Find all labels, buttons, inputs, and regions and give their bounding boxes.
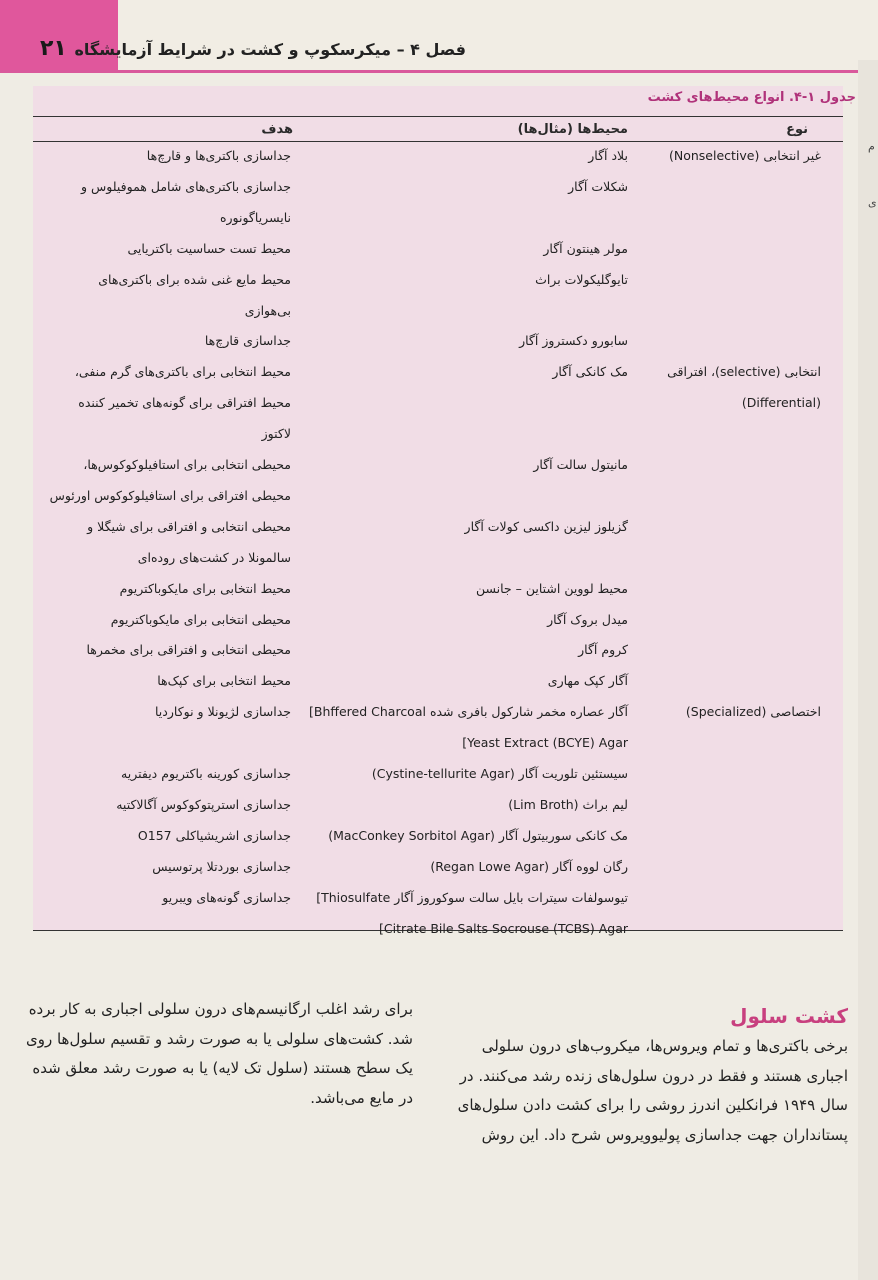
table-cell-media: آگار کپک مهاری <box>547 673 628 689</box>
table-cell-media: کروم آگار <box>578 642 628 658</box>
table-cell-type: اختصاصی (Specialized) <box>685 704 821 720</box>
table-cell-purpose: جداسازی لژیونلا و نوکاردیا <box>155 704 291 720</box>
table-cell-media: بلاد آگار <box>588 148 628 163</box>
table-cell-purpose: لاکتوز <box>261 426 291 442</box>
table-cell-purpose: محیط انتخابی برای باکتری‌های گرم منفی، <box>74 364 291 380</box>
table-cell-purpose: نایسریاگونوره <box>219 209 291 225</box>
table-cell-media: تیوسولفات سیترات بایل سالت سوکوروز آگار Thiosulfate] <box>316 889 628 905</box>
table-cell-media: تایوگلیکولات براث <box>535 271 628 287</box>
table-cell-purpose: بی‌هوازی <box>244 302 291 318</box>
table-cell-type: غیر انتخابی (Nonselective) <box>668 148 821 163</box>
column-header-media: محیط‌ها (مثال‌ها) <box>517 122 628 137</box>
table-cell-media: مولر هینتون آگار <box>543 240 628 256</box>
section-heading: کشت سلول <box>730 1004 848 1028</box>
table-cell-media: مک کانکی آگار <box>552 364 628 380</box>
paragraph-line: سال ۱۹۴۹ فرانکلین اندرز روشی را برای کشت دادن سلول‌های <box>457 1096 848 1114</box>
table-cell-purpose: سالمونلا در کشت‌های روده‌ای <box>137 549 291 565</box>
header-divider <box>0 70 878 73</box>
paragraph-line: شد. کشت‌های سلولی یا به صورت رشد و تقسیم سلول‌ها روی <box>25 1029 413 1048</box>
column-header-purpose: هدف <box>261 122 293 137</box>
table-cell-media: Citrate Bile Salts Socrouse (TCBS) Agar] <box>379 920 628 936</box>
table-cell-media: رگان لووه آگار (Regan Lowe Agar) <box>430 858 628 874</box>
table-cell-purpose: محیط انتخابی برای مایکوباکتریوم <box>119 580 291 596</box>
table-cell-media: شکلات آگار <box>568 178 628 194</box>
table-caption: جدول ۱-۴. انواع محیط‌های کشت <box>647 90 856 105</box>
table-cell-purpose: جداسازی بوردتلا پرتوسیس <box>152 858 291 874</box>
table-cell-media: میدل بروک آگار <box>547 611 628 627</box>
table-rule-top <box>33 116 843 117</box>
table-cell-type: (Differential) <box>741 395 821 411</box>
table-cell-media: محیط لووین اشتاین – جانسن <box>475 580 628 596</box>
table-cell-purpose: محیطی انتخابی و افتراقی برای مخمرها <box>86 642 291 658</box>
table-cell-purpose: جداسازی گونه‌های ویبریو <box>162 889 291 905</box>
table-cell-purpose: محیطی افتراقی برای استافیلوکوکوس اورئوس <box>49 487 291 503</box>
table-rule-header <box>33 141 843 142</box>
paragraph-line: پستانداران جهت جداسازی پولیوویروس شرح داد. این روش <box>481 1125 848 1144</box>
table-cell-purpose: محیط مایع غنی شده برای باکتری‌های <box>98 271 291 287</box>
table-cell-purpose: محیط تست حساسیت باکتریایی <box>127 240 291 256</box>
table-cell-purpose: جداسازی باکتری‌ها و قارچ‌ها <box>146 148 291 163</box>
table-cell-media: سیستئین تلوریت آگار (Cystine-tellurite Agar) <box>371 766 628 781</box>
table-cell-purpose: محیطی انتخابی برای مایکوباکتریوم <box>110 611 291 627</box>
page-margin <box>858 60 878 1280</box>
table-cell-purpose: جداسازی استرپتوکوکوس آگالاکتیه <box>116 796 291 812</box>
paragraph-line: برای رشد اغلب ارگانیسم‌های درون سلولی اجباری به کار برده <box>28 1000 413 1018</box>
table-cell-purpose: محیط افتراقی برای گونه‌های تخمیر کننده <box>78 395 291 411</box>
table-cell-media: Yeast Extract (BCYE) Agar] <box>462 735 628 751</box>
chapter-title: فصل ۴ – میکرسکوپ و کشت در شرایط آزمایشگاه <box>74 40 466 59</box>
table-cell-media: مانیتول سالت آگار <box>533 457 628 472</box>
page-number: ۲۱ <box>40 36 67 61</box>
paragraph-line: یک سطح هستند (سلول تک لایه) یا به صورت رشد معلق شده <box>32 1059 413 1077</box>
table-cell-purpose: محیط انتخابی برای کپک‌ها <box>157 673 291 689</box>
margin-glyph: م <box>868 140 875 153</box>
column-header-type: نوع <box>786 122 808 137</box>
table-cell-media: آگار عصاره مخمر شارکول بافری شده Bhffered Charcoal] <box>308 704 628 720</box>
page-header <box>0 0 878 70</box>
margin-glyph: ی <box>868 196 877 209</box>
paragraph-line: در مایع می‌باشد. <box>310 1088 413 1107</box>
table-cell-purpose: محیطی انتخابی برای استافیلوکوکوس‌ها، <box>83 457 291 472</box>
table-cell-purpose: جداسازی کورینه باکتریوم دیفتریه <box>121 766 291 781</box>
table-cell-media: گزیلوز لیزین داکسی کولات آگار <box>464 518 628 534</box>
table-cell-media: سابورو دکستروز آگار <box>519 333 628 349</box>
table-cell-purpose: جداسازی اشریشیاکلی O157 <box>137 827 291 843</box>
table-cell-type: انتخابی (selective)، افتراقی <box>667 364 821 380</box>
paragraph-line: اجباری هستند و فقط در درون سلول‌های زنده رشد می‌کنند. در <box>459 1066 848 1085</box>
table-cell-purpose: جداسازی قارچ‌ها <box>204 333 291 349</box>
paragraph-line: برخی باکتری‌ها و تمام ویروس‌ها، میکروب‌های درون سلولی <box>481 1037 848 1055</box>
table-cell-media: مک کانکی سوربیتول آگار (MacConkey Sorbitol Agar) <box>328 827 628 843</box>
table-cell-purpose: محیطی انتخابی و افتراقی برای شیگلا و <box>87 518 291 534</box>
table-cell-purpose: جداسازی باکتری‌های شامل هموفیلوس و <box>81 178 291 194</box>
table-cell-media: لیم براث (Lim Broth) <box>508 796 628 812</box>
